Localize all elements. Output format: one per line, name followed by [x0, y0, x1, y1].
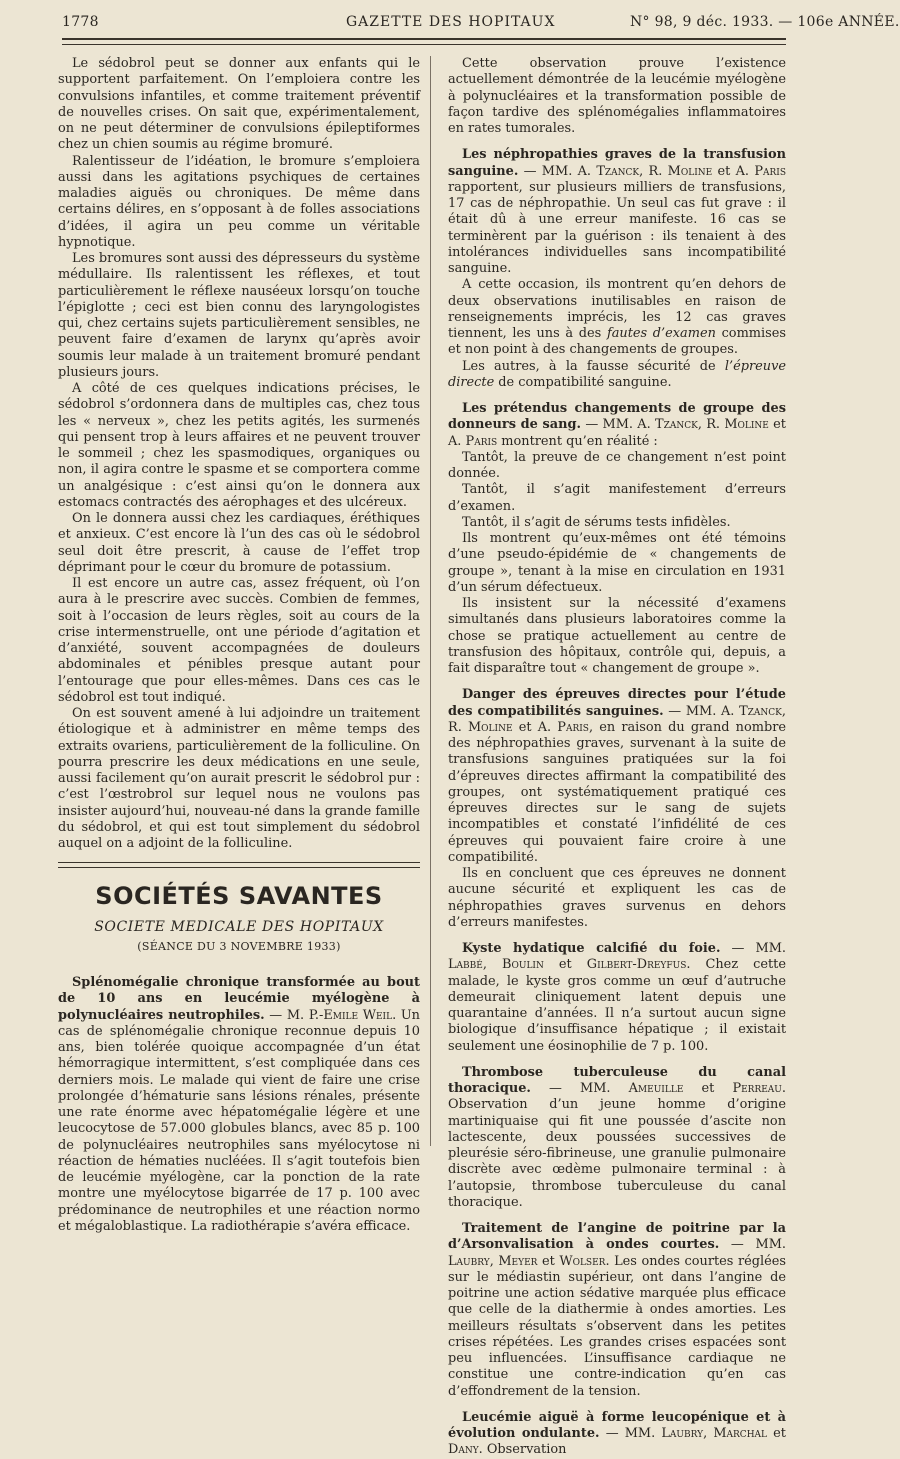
- report-title: Splénomégalie chronique transformée au bout de 10 ans en leucémie myélogène à polynucléaires neutrophiles.: [58, 975, 420, 1023]
- report-item: Thrombose tuberculeuse du canal thoracique. — MM. Ameuille et Perreau. Observation d’un jeune homme d’origine martiniquaise qui fit une poussée d’ascite non lactescente, deux poussées successives de pleurésie séro-fibrineuse, une granulie pulmonaire discrète avec œdème pulmonaire terminal : à l’autopsie, thrombose tuberculeuse du canal thoracique.: [448, 1064, 786, 1210]
- report-item: Danger des épreuves directes pour l’étude des compatibilités sanguines. — MM. A. Tzanck, R. Moline et A. Paris, en raison du grand nombre des néphropathies graves, survenant à la suite de transfusions sanguines pratiquées sur la foi d’épreuves directes affirmant la compatibilité des groupes, ont systématiquement pratiqué ces épreuves directes sur le sang de sujets incompatibles et constaté l’infidélité de ces épreuves qui pouvaient faire croire à une compatibilité.: [448, 687, 787, 865]
- report-item: Les prétendus changements de groupe des donneurs de sang. — MM. A. Tzanck, R. Moline et A. Paris montrent qu’en réalité :: [448, 401, 786, 449]
- report-title: Traitement de l’angine de poitrine par la d’Arsonvalisation à ondes courtes.: [448, 1221, 786, 1253]
- paragraph: Ils en concluent que ces épreuves ne donnent aucune sécurité et expliquent les cas de néphropathies graves survenus en dehors d’erreurs manifestes.: [448, 866, 786, 930]
- paragraph: Tantôt, il s’agit manifestement d’erreurs d’examen.: [448, 482, 786, 514]
- author-name: Laubry: [661, 1426, 704, 1441]
- paragraph: Ralentisseur de l’idéation, le bromure s’emploiera aussi dans les agitations psychiques de certaines maladies aiguës ou chroniques. De même dans certains délires, en s’opposant à de folles associations d’idées, il agira un peu comme un véritable hypnotique.: [58, 153, 420, 250]
- page-number: 1778: [62, 14, 99, 30]
- paragraph: Tantôt, la preuve de ce changement n’est point donnée.: [448, 449, 786, 481]
- paragraph: Ils insistent sur la nécessité d’examens simultanés dans plusieurs laboratoires comme la chose se pratique actuellement au centre de transfusion des hôpitaux, contrôle qui, depuis, a fait disparaître tout « changement de groupe ».: [448, 596, 786, 676]
- author-name: Laubry: [448, 1253, 490, 1269]
- author-name: Paris: [557, 719, 589, 735]
- paragraph: Il est encore un autre cas, assez fréquent, où l’on aura à le prescrire avec succès. Combien de femmes, soit à l’occasion de leurs règles, soit au cours de la crise intermenstruelle, ont une période d’agitation et d’anxiété, souvent accompagnées de douleurs abdominales et pénibles presque autant pour l’entourage que pour elles-mêmes. Dans ces cas le sédobrol est tout indiqué.: [58, 576, 420, 705]
- report-title: Danger des épreuves directes pour l’étude des compatibilités sanguines.: [448, 687, 786, 719]
- author-name: Tzanck: [655, 417, 698, 433]
- author-name: Labbé: [448, 957, 483, 973]
- paragraph: Les bromures sont aussi des dépresseurs du système médullaire. Ils ralentissent les réflexes, et tout particulièrement le réflexe nauséeux lorsqu’on touche l’épiglotte ; ceci est bien connu des laryngologistes qui, chez certains sujets particulièrement sensibles, ne peuvent faire d’examen de larynx qu’après avoir soumis leur malade à un traitement bromuré pendant plusieurs jours.: [58, 251, 420, 380]
- paragraph: Ils montrent qu’eux-mêmes ont été témoins d’une pseudo-épidémie de « changements de groupe », tenant à la mise en circulation en 1931 d’un sérum défectueux.: [448, 531, 786, 595]
- author-name: Meyer: [498, 1253, 538, 1269]
- section-title: SOCIÉTÉS SAVANTES: [95, 882, 383, 911]
- author-name: Moline: [667, 163, 713, 179]
- paragraph: On est souvent amené à lui adjoindre un traitement étiologique et à administrer en même temps des extraits ovariens, particulièrement de la folliculine. On pourra prescrire les deux médications en une seule, aussi facilement qu’on aurait prescrit le sédobrol pur : c’est l’œstrobrol sur lequel nous ne voulons pas insister aujourd’hui, nouveau-né dans la grande famille du sédobrol, et qui est tout simplement du sédobrol auquel on a adjoint de la folliculine.: [58, 706, 420, 851]
- article-end-rule: [58, 862, 420, 863]
- author-name: Paris: [465, 433, 498, 449]
- report-item: Kyste hydatique calcifié du foie. — MM. Labbé, Boulin et Gilbert-Dreyfus. Chez cette malade, le kyste gros comme un œuf d’autruche demeurait cliniquement latent depuis une quarantaine d’années. Il n’a surtout aucun signe biologique d’insuffisance hépatique ; il existait seulement une éosinophilie de 7 p. 100.: [448, 941, 786, 1054]
- report-item: Traitement de l’angine de poitrine par la d’Arsonvalisation à ondes courtes. — MM. Laubry, Meyer et Wolser. Les ondes courtes réglées sur le médiastin supérieur, ont dans l’angine de poitrine une action sédative marquée plus efficace que celle de la diathermie à ondes amorties. Les meilleurs résultats s’observent dans les petites crises répétées. Les grandes crises espacées sont peu influencées. L’insuffisance cardiaque ne constitue une contre-indication qu’en cas d’effondrement de la tension.: [448, 1221, 786, 1399]
- paragraph: Le sédobrol peut se donner aux enfants qui le supportent parfaitement. On l’emploiera contre les convulsions infantiles, et comme traitement préventif de nouvelles crises. On sait que, expérimentalement, on ne peut déterminer de convulsions épileptiformes chez un chien soumis au régime bromuré.: [58, 56, 420, 153]
- author-name: Tzanck: [596, 163, 640, 179]
- report-item: Splénomégalie chronique transformée au bout de 10 ans en leucémie myélogène à polynucléaires neutrophiles. — M. P.-Emile Weil. Un cas de splénomégalie chronique reconnue depuis 10 ans, bien tolérée quoique accompagnée d’un état hémorragique intermittent, s’est compliquée dans ces derniers mois. Le malade qui vient de faire une crise prolongée d’hématurie sans lésions rénales, présente une rate énorme avec hépatomégalie légère et une leucocytose de 57.000 globules blancs, avec 85 p. 100 de polynucléaires neutrophiles sans myélocytose ni réaction de hématies nucléées. Il s’agit toutefois bien de leucémie myélogène, car la ponction de la rate montre une myélocytose bigarrée de 17 p. 100 avec prédominance de neutrophiles et une réaction normo et mégaloblastique. La radiothérapie s’avéra efficace.: [58, 975, 420, 1234]
- report-title: Leucémie aiguë à forme leucopénique et à évolution ondulante.: [448, 1409, 786, 1441]
- author-name: Paris: [754, 163, 786, 179]
- author-name: P.-Emile Weil: [308, 1007, 393, 1023]
- paragraph: On le donnera aussi chez les cardiaques, éréthiques et anxieux. C’est encore là l’un des cas où le sédobrol seul doit être prescrit, à cause de l’effet trop déprimant pour le cœur du bromure de potassium.: [58, 511, 420, 575]
- author-name: Perreau: [732, 1081, 782, 1096]
- report-item: Leucémie aiguë à forme leucopénique et à évolution ondulante. — MM. Laubry, Marchal et Dany. Observation: [448, 1409, 786, 1458]
- article-end-rule-thin: [58, 867, 420, 868]
- left-column: [58, 56, 420, 1235]
- report-item: Les néphropathies graves de la transfusion sanguine. — MM. A. Tzanck, R. Moline et A. Paris rapportent, sur plusieurs milliers de transfusions, 17 cas de néphropathie. Un seul cas fut grave : il était dû à une erreur manifeste. 16 cas se terminèrent par la guérison : ils tenaient à des intolérances individuelles sans incompatibilité sanguine.: [448, 147, 786, 276]
- author-name: Dany: [448, 1442, 479, 1458]
- author-name: Tzanck: [739, 703, 782, 719]
- author-name: Boulin: [502, 957, 544, 973]
- paragraph: A cette occasion, ils montrent qu’en dehors de deux observations inutilisables en raison de renseignements imprécis, les 12 cas graves tiennent, les uns à des fautes d’examen commises et non point à des changements de groupes.: [448, 277, 786, 358]
- session-date: (SÉANCE DU 3 NOVEMBRE 1933): [137, 939, 341, 953]
- issue-date: N° 98, 9 déc. 1933. — 106e ANNÉE.: [630, 14, 900, 30]
- author-name: Moline: [724, 417, 769, 433]
- author-name: Wolser: [559, 1253, 606, 1269]
- society-name: SOCIETE MEDICALE DES HOPITAUX: [94, 918, 384, 935]
- author-name: Moline: [467, 719, 513, 735]
- column-divider: [430, 56, 431, 1146]
- running-header: [62, 14, 900, 36]
- paragraph: Cette observation prouve l’existence actuellement démontrée de la leucémie myélogène à polynucléaires et la transformation possible de façon tardive des splénomégalies inflammatoires en rates tumorales.: [448, 56, 786, 136]
- author-name: Gilbert-Dreyfus: [586, 957, 687, 973]
- header-rule-thick: [62, 38, 786, 40]
- paragraph: Les autres, à la fausse sécurité de l’épreuve directe de compatibilité sanguine.: [448, 358, 786, 390]
- report-title: Les néphropathies graves de la transfusion sanguine.: [448, 147, 786, 179]
- right-column: [448, 56, 786, 1459]
- paragraph: Tantôt, il s’agit de sérums tests infidèles.: [462, 514, 731, 530]
- paragraph: A côté de ces quelques indications précises, le sédobrol s’ordonnera dans de multiples cas, chez tous les « nerveux », chez les petits agités, les surmenés qui pensent trop à leurs affaires et ne peuvent trouver le sommeil ; chez les spasmodiques, organiques ou non, il agira contre le spasme et se comportera comme un analgésique : c’est ainsi qu’on le donnera aux estomacs contractés des aérophages et des ulcéreux.: [58, 381, 420, 510]
- header-rule-thin: [62, 44, 786, 45]
- journal-title: GAZETTE DES HOPITAUX: [346, 14, 556, 30]
- report-title: Kyste hydatique calcifié du foie.: [462, 941, 721, 956]
- report-title: Thrombose tuberculeuse du canal thoracique.: [448, 1064, 786, 1096]
- report-title: Les prétendus changements de groupe des donneurs de sang.: [448, 401, 786, 433]
- author-name: Ameuille: [628, 1081, 684, 1096]
- author-name: Marchal: [713, 1426, 768, 1441]
